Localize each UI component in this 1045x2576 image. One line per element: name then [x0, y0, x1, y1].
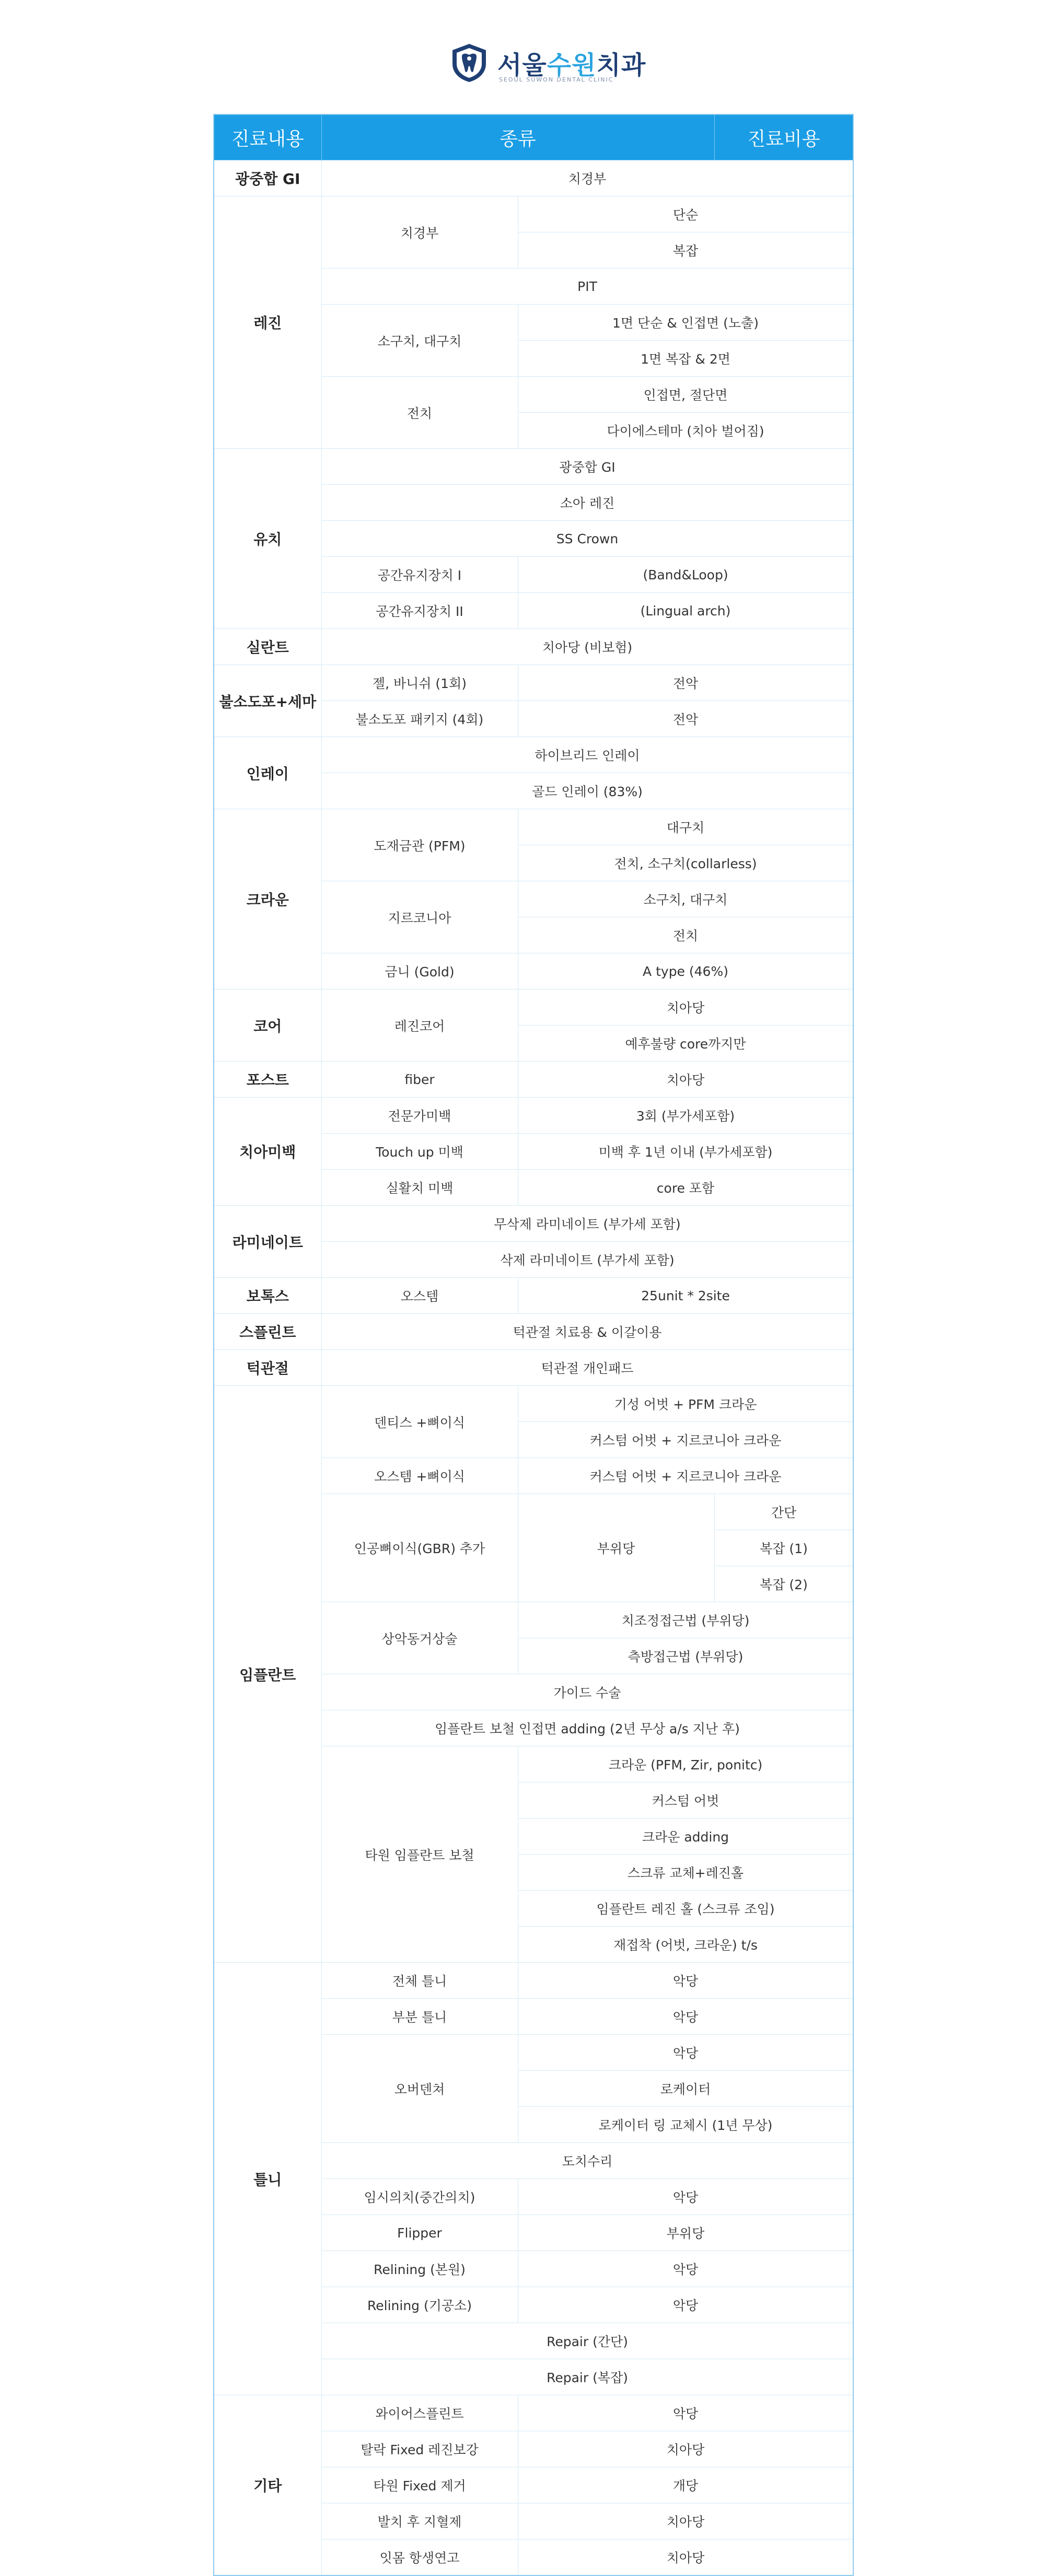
table-cell: (Band&Loop) [518, 557, 853, 593]
table-cell: 지르코니아 [321, 881, 518, 953]
table-row [214, 2395, 853, 2431]
table-cell: 스크류 교체+레진홀 [518, 1855, 853, 1891]
table-cell: (Lingual arch) [518, 593, 853, 629]
table-cell: 발치 후 지혈제 [321, 2503, 518, 2539]
table-body [214, 160, 853, 2576]
table-cell: 치아당 [518, 2539, 853, 2576]
category-cell: 기타 [214, 2395, 321, 2576]
table-cell: 커스텀 어벗 + 지르코니아 크라운 [518, 1458, 853, 1494]
table-cell: 복잡 (2) [714, 1566, 853, 1602]
table-cell: 대구치 [518, 809, 853, 845]
table-cell: 복잡 (1) [714, 1530, 853, 1566]
table-cell: 소구치, 대구치 [321, 305, 518, 377]
table-cell: 25unit * 2site [518, 1278, 853, 1314]
category-cell: 크라운 [214, 809, 321, 989]
table-cell: 상악동거상술 [321, 1602, 518, 1674]
table-cell: 인접면, 절단면 [518, 377, 853, 413]
table-cell: 전치, 소구치(collarless) [518, 845, 853, 881]
table-cell: 골드 인레이 (83%) [321, 773, 853, 809]
table-cell: 삭제 라미네이트 (부가세 포함) [321, 1242, 853, 1278]
table-header-row [214, 114, 853, 160]
table-cell: 턱관절 개인패드 [321, 1350, 853, 1386]
table-row [214, 1278, 853, 1314]
table-row [214, 629, 853, 665]
table-cell: 치경부 [321, 160, 853, 196]
table-cell: 와이어스플린트 [321, 2395, 518, 2431]
table-cell: 커스텀 어벗 + 지르코니아 크라운 [518, 1422, 853, 1458]
table-row [214, 1963, 853, 1999]
category-cell: 포스트 [214, 1062, 321, 1098]
table-cell: 예후불량 core까지만 [518, 1025, 853, 1062]
table-cell: 가이드 수술 [321, 1674, 853, 1710]
table-cell: 젤, 바니쉬 (1회) [321, 665, 518, 701]
table-cell: 오버덴쳐 [321, 2035, 518, 2143]
table-cell: 타원 Fixed 제거 [321, 2467, 518, 2503]
table-cell: 전악 [518, 665, 853, 701]
table-cell: 오스템 [321, 1278, 518, 1314]
table-cell: 소아 레진 [321, 485, 853, 521]
table-cell: 전치 [518, 917, 853, 953]
header-type: 종류 [321, 114, 714, 160]
table-cell: 잇몸 항생연고 [321, 2539, 518, 2576]
table-row [214, 809, 853, 845]
table-cell: 1면 복잡 & 2면 [518, 341, 853, 377]
page-header [0, 0, 1045, 110]
table-row [214, 196, 853, 232]
table-cell: 크라운 (PFM, Zir, ponitc) [518, 1746, 853, 1782]
table-cell: 임시의치(중간의치) [321, 2179, 518, 2215]
table-cell: Repair (복잡) [321, 2359, 853, 2395]
table-cell: 하이브리드 인레이 [321, 737, 853, 773]
table-cell: 개당 [518, 2467, 853, 2503]
table-cell: 무삭제 라미네이트 (부가세 포함) [321, 1206, 853, 1242]
table-cell: 치경부 [321, 196, 518, 269]
table-cell: 복잡 [518, 232, 853, 269]
table-cell: 로케이터 링 교체시 (1년 무상) [518, 2107, 853, 2143]
table-cell: 공간유지장치 I [321, 557, 518, 593]
table-cell: 광중합 GI [321, 449, 853, 485]
table-cell: 1면 단순 & 인접면 (노출) [518, 305, 853, 341]
price-table-container [213, 114, 853, 2576]
table-cell: 임플란트 레진 홀 (스크류 조임) [518, 1891, 853, 1927]
table-row [214, 449, 853, 485]
table-cell: 실활치 미백 [321, 1170, 518, 1206]
table-cell: Repair (간단) [321, 2323, 853, 2359]
table-row [214, 1314, 853, 1350]
table-cell: 악당 [518, 2395, 853, 2431]
category-cell: 레진 [214, 196, 321, 449]
table-cell: 악당 [518, 2287, 853, 2323]
table-cell: 금니 (Gold) [321, 953, 518, 989]
table-cell: 도치수리 [321, 2143, 853, 2179]
table-row [214, 1206, 853, 1242]
category-cell: 스플린트 [214, 1314, 321, 1350]
table-cell: 3회 (부가세포함) [518, 1098, 853, 1134]
table-cell: fiber [321, 1062, 518, 1098]
table-cell: 부분 틀니 [321, 1999, 518, 2035]
table-cell: A type (46%) [518, 953, 853, 989]
table-cell: 미백 후 1년 이내 (부가세포함) [518, 1134, 853, 1170]
table-row [214, 665, 853, 701]
table-cell: 간단 [714, 1494, 853, 1530]
category-cell: 광중합 GI [214, 160, 321, 196]
table-cell: Touch up 미백 [321, 1134, 518, 1170]
table-cell: Flipper [321, 2215, 518, 2251]
table-cell: SS Crown [321, 521, 853, 557]
table-row [214, 1386, 853, 1422]
table-cell: 로케이터 [518, 2071, 853, 2107]
clinic-logo-icon [448, 42, 490, 84]
table-row [214, 1098, 853, 1134]
table-cell: 덴티스 +뼈이식 [321, 1386, 518, 1458]
table-row [214, 160, 853, 196]
table-cell: PIT [321, 269, 853, 305]
category-cell: 불소도포+세마 [214, 665, 321, 737]
table-cell: 부위당 [518, 1494, 714, 1602]
clinic-name-english: SEOUL SUWON DENTAL CLINIC [499, 76, 614, 83]
table-cell: 악당 [518, 2179, 853, 2215]
table-cell: 불소도포 패키지 (4회) [321, 701, 518, 737]
table-cell: 오스템 +뼈이식 [321, 1458, 518, 1494]
table-cell: 치아당 (비보험) [321, 629, 853, 665]
table-cell: 소구치, 대구치 [518, 881, 853, 917]
table-cell: 전악 [518, 701, 853, 737]
table-cell: 기성 어벗 + PFM 크라운 [518, 1386, 853, 1422]
header-category: 진료내용 [214, 114, 321, 160]
table-cell: 치조정접근법 (부위당) [518, 1602, 853, 1638]
table-cell: 전문가미백 [321, 1098, 518, 1134]
table-cell: 다이에스테마 (치아 벌어짐) [518, 413, 853, 449]
table-cell: 재접착 (어벗, 크라운) t/s [518, 1927, 853, 1963]
table-cell: 전체 틀니 [321, 1963, 518, 1999]
table-row [214, 989, 853, 1025]
price-table [213, 114, 854, 2576]
table-cell: 치아당 [518, 2503, 853, 2539]
table-row [214, 1062, 853, 1098]
category-cell: 치아미백 [214, 1098, 321, 1206]
table-cell: 임플란트 보철 인접면 adding (2년 무상 a/s 지난 후) [321, 1710, 853, 1746]
table-cell: 커스텀 어벗 [518, 1782, 853, 1819]
table-cell: 치아당 [518, 2431, 853, 2467]
table-cell: 크라운 adding [518, 1819, 853, 1855]
category-cell: 인레이 [214, 737, 321, 809]
category-cell: 임플란트 [214, 1386, 321, 1963]
table-cell: 악당 [518, 1963, 853, 1999]
table-cell: 턱관절 치료용 & 이갈이용 [321, 1314, 853, 1350]
table-cell: 레진코어 [321, 989, 518, 1062]
table-cell: 단순 [518, 196, 853, 232]
category-cell: 틀니 [214, 1963, 321, 2395]
table-cell: 공간유지장치 II [321, 593, 518, 629]
category-cell: 보톡스 [214, 1278, 321, 1314]
table-cell: 인공뼈이식(GBR) 추가 [321, 1494, 518, 1602]
table-cell: 타원 임플란트 보철 [321, 1746, 518, 1963]
table-cell: core 포함 [518, 1170, 853, 1206]
table-cell: 전치 [321, 377, 518, 449]
table-cell: 측방접근법 (부위당) [518, 1638, 853, 1674]
table-cell: 악당 [518, 2035, 853, 2071]
table-cell: 악당 [518, 1999, 853, 2035]
table-cell: 치아당 [518, 1062, 853, 1098]
category-cell: 턱관절 [214, 1350, 321, 1386]
category-cell: 라미네이트 [214, 1206, 321, 1278]
table-cell: Relining (기공소) [321, 2287, 518, 2323]
table-cell: 치아당 [518, 989, 853, 1025]
table-cell: 악당 [518, 2251, 853, 2287]
table-cell: Relining (본원) [321, 2251, 518, 2287]
category-cell: 유치 [214, 449, 321, 629]
table-cell: 부위당 [518, 2215, 853, 2251]
header-price: 진료비용 [714, 114, 853, 160]
table-cell: 도재금관 (PFM) [321, 809, 518, 881]
table-row [214, 737, 853, 773]
category-cell: 코어 [214, 989, 321, 1062]
table-cell: 탈락 Fixed 레진보강 [321, 2431, 518, 2467]
table-row [214, 1350, 853, 1386]
category-cell: 실란트 [214, 629, 321, 665]
clinic-name: 서울수원치과 [497, 51, 646, 80]
